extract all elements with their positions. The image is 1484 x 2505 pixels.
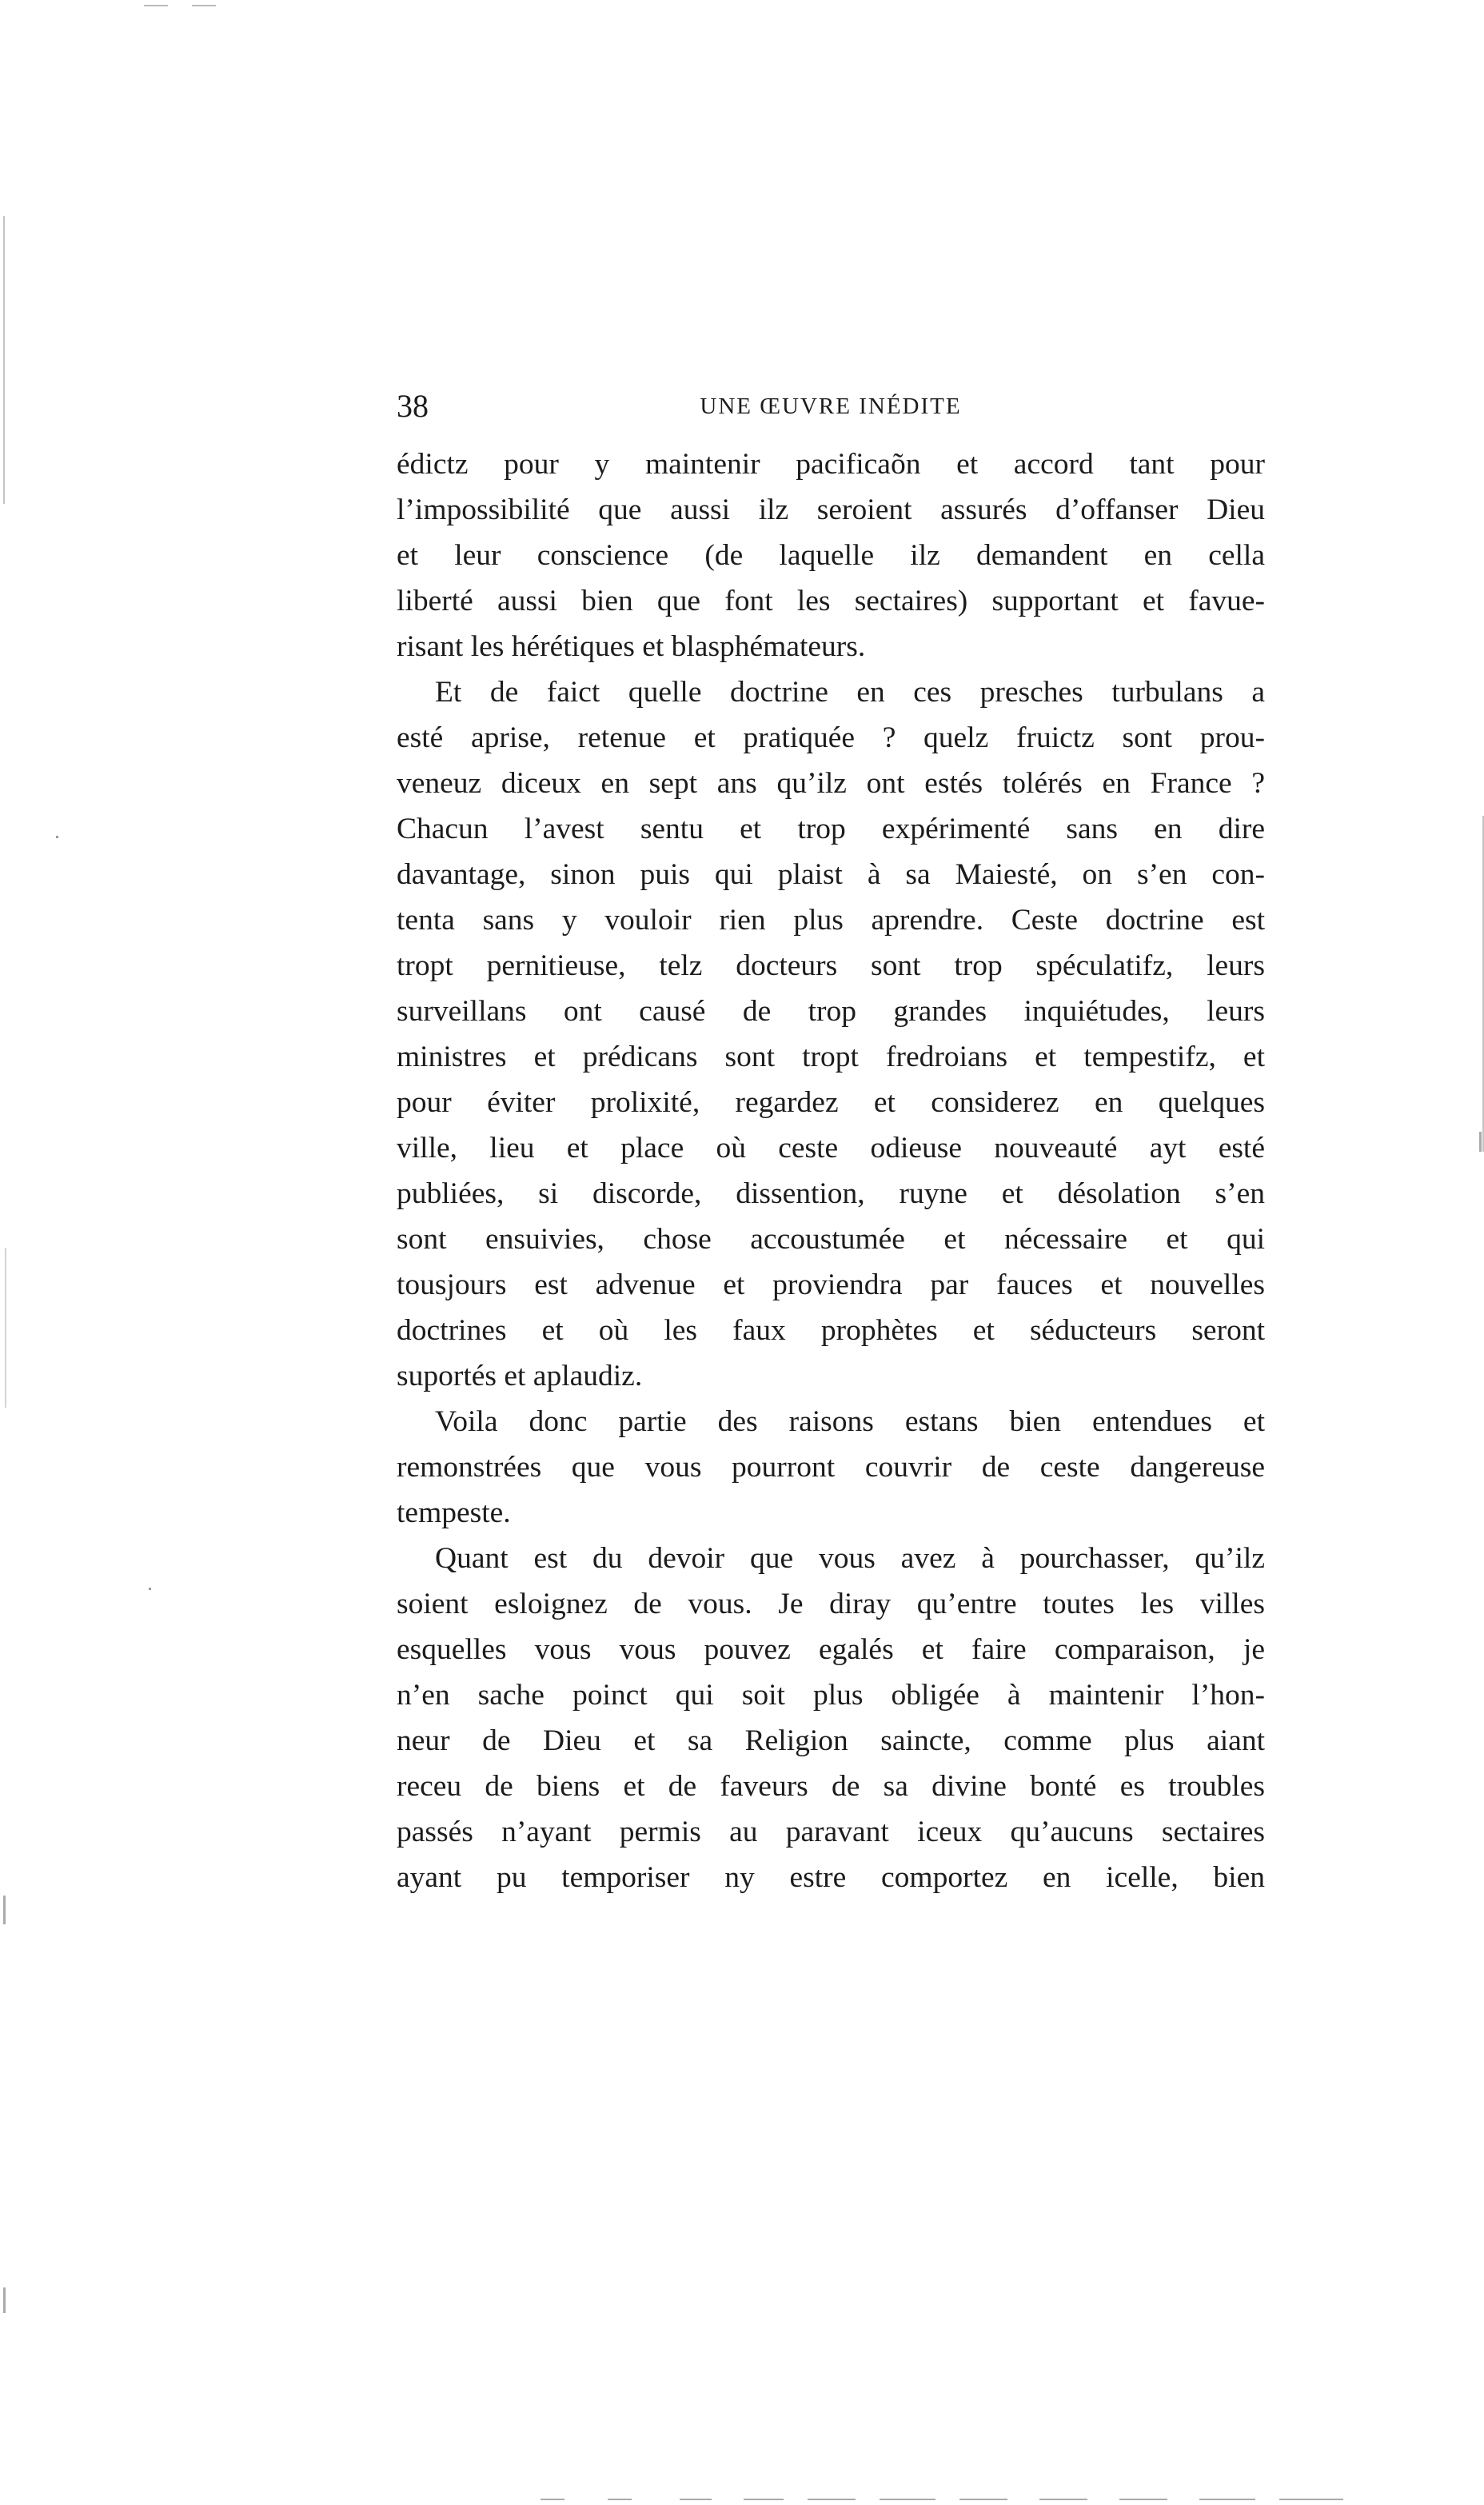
text-line: suportés et aplaudiz. <box>397 1360 643 1392</box>
text-line: tousjours est advenue et proviendra par fauces et nouvelles <box>397 1268 1265 1301</box>
paragraph <box>397 1399 1265 1536</box>
text-line: tenta sans y vouloir rien plus aprendre. Ceste doctrine est <box>397 904 1265 937</box>
body-text <box>397 441 1265 1900</box>
scan-mark <box>1199 2499 1255 2500</box>
scan-mark <box>808 2499 856 2500</box>
text-line: neur de Dieu et sa Religion saincte, comme plus aiant <box>397 1724 1265 1757</box>
text-line: tempeste. <box>397 1496 511 1529</box>
scan-mark <box>680 2499 712 2500</box>
paragraph <box>397 669 1265 1399</box>
text-line: soient esloignez de vous. Je diray qu’entre toutes les villes <box>397 1588 1265 1620</box>
text-line: esté aprise, retenue et pratiquée ? quelz fruictz sont prou- <box>397 721 1265 754</box>
text-line: sont ensuivies, chose accoustumée et nécessaire et qui <box>397 1223 1265 1256</box>
scan-mark <box>880 2499 935 2500</box>
scan-mark <box>1039 2499 1087 2500</box>
text-line: tropt pernitieuse, telz docteurs sont trop spéculatifz, leurs <box>397 949 1265 982</box>
scan-mark <box>5 1248 6 1408</box>
scan-mark <box>144 5 168 6</box>
text-line: remonstrées que vous pourront couvrir de ceste dangereuse <box>397 1451 1265 1484</box>
text-line: Et de faict quelle doctrine en ces presches turbulans a <box>435 676 1265 709</box>
scan-mark <box>1479 1132 1482 1152</box>
text-line: n’en sache poinct qui soit plus obligée à maintenir l’hon- <box>397 1679 1265 1712</box>
scan-mark <box>3 2287 6 2313</box>
scan-mark <box>744 2499 784 2500</box>
text-line: doctrines et où les faux prophètes et séducteurs seront <box>397 1314 1265 1347</box>
text-line: risant les hérétiques et blasphémateurs. <box>397 630 866 663</box>
text-line: édictz pour y maintenir pacificaõn et accord tant pour <box>397 448 1265 481</box>
text-line: passés n’ayant permis au paravant iceux qu’aucuns sectaires <box>397 1816 1265 1848</box>
text-line: publiées, si discorde, dissention, ruyne et désolation s’en <box>397 1177 1265 1210</box>
page-number: 38 <box>397 388 429 424</box>
text-line: receu de biens et de faveurs de sa divine bonté es troubles <box>397 1770 1265 1803</box>
running-title: UNE ŒUVRE INÉDITE <box>700 394 962 419</box>
scan-mark <box>608 2499 632 2500</box>
text-line: Voila donc partie des raisons estans bien entendues et <box>435 1405 1265 1438</box>
scan-mark <box>1279 2499 1343 2500</box>
scan-mark <box>541 2499 564 2500</box>
scan-mark <box>959 2499 1007 2500</box>
scan-mark <box>3 216 5 504</box>
text-line: esquelles vous vous pouvez egalés et faire comparaison, je <box>397 1633 1265 1666</box>
scan-mark <box>192 5 216 6</box>
scan-mark <box>56 836 58 838</box>
text-line: liberté aussi bien que font les sectaires) supportant et favue- <box>397 585 1265 617</box>
scan-mark <box>149 1588 151 1590</box>
text-line: Quant est du devoir que vous avez à pourchasser, qu’ilz <box>435 1542 1265 1575</box>
text-line: veneuz diceux en sept ans qu’ilz ont estés tolérés en France ? <box>397 767 1265 800</box>
text-line: ville, lieu et place où ceste odieuse nouveauté ayt esté <box>397 1132 1265 1165</box>
scan-mark <box>1119 2499 1167 2500</box>
text-line: ayant pu temporiser ny estre comportez en icelle, bien <box>397 1861 1265 1894</box>
paragraph <box>397 441 1265 669</box>
scan-mark <box>3 1896 6 1924</box>
text-line: davantage, sinon puis qui plaist à sa Maiesté, on s’en con- <box>397 858 1265 891</box>
text-line: ministres et prédicans sont tropt fredroians et tempestifz, et <box>397 1041 1265 1073</box>
page-header <box>397 382 1265 430</box>
text-line: pour éviter prolixité, regardez et considerez en quelques <box>397 1086 1265 1119</box>
paragraph <box>397 1536 1265 1900</box>
text-line: surveillans ont causé de trop grandes inquiétudes, leurs <box>397 995 1265 1028</box>
text-line: l’impossibilité que aussi ilz seroient assurés d’offanser Dieu <box>397 493 1265 526</box>
text-line: et leur conscience (de laquelle ilz demandent en cella <box>397 539 1265 572</box>
text-line: Chacun l’avest sentu et trop expérimenté sans en dire <box>397 813 1265 845</box>
